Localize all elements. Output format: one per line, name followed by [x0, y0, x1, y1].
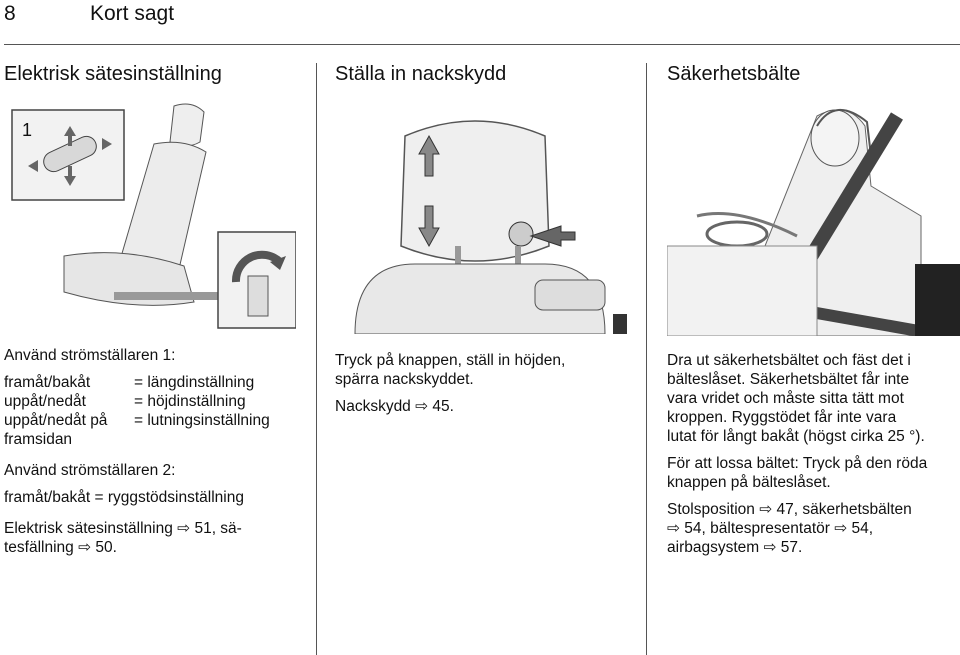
belt-p3-l3: airbagsystem ⇨ 57. [667, 539, 803, 556]
page-number: 8 [4, 2, 16, 25]
headrest-line-2: spärra nackskyddet. [335, 371, 474, 388]
seat-ref-line-2: tesfällning ⇨ 50. [4, 539, 117, 556]
headrest-text [335, 351, 635, 416]
header-rule [4, 44, 960, 45]
belt-p1-l4: kroppen. Ryggstödet får inte vara [667, 409, 897, 426]
switch-1-table [4, 373, 304, 449]
switch-2-line: framåt/bakåt = ryggstödsinställning [4, 489, 244, 506]
seatbelt-text [667, 351, 960, 557]
section-title-seatbelt: Säkerhetsbälte [667, 63, 801, 85]
term-row-3-cont: framsidan [4, 431, 73, 448]
intro-switch-2: Använd strömställaren 2: [4, 462, 176, 479]
column-divider-1 [316, 63, 317, 655]
headrest-illustration [335, 96, 627, 334]
seatbelt-illustration [667, 96, 960, 336]
belt-p2-l2: knappen på bälteslåset. [667, 474, 831, 491]
chapter-title: Kort sagt [90, 2, 175, 25]
headrest-line-1: Tryck på knappen, ställ in höjden, [335, 352, 566, 369]
term-row-2: uppåt/nedåt [4, 393, 86, 410]
column-divider-2 [646, 63, 647, 655]
seat-ref-line-1: Elektrisk sätesinställning ⇨ 51, sä- [4, 520, 242, 537]
belt-p1-l2: bälteslåset. Säkerhetsbältet får inte [667, 371, 910, 388]
belt-p1-l5: lutat för långt bakåt (högst cirka 25 °). [667, 428, 925, 445]
headrest-ref: Nackskydd ⇨ 45. [335, 398, 454, 415]
seat-illustration [4, 96, 296, 332]
belt-p1-l3: vara vridet och måste sitta tätt mot [667, 390, 904, 407]
intro-switch-1: Använd strömställaren 1: [4, 347, 176, 364]
def-row-1: = längdinställning [134, 374, 255, 391]
def-row-2: = höjdinställning [134, 393, 246, 410]
belt-p1-l1: Dra ut säkerhetsbältet och fäst det i [667, 352, 911, 369]
term-row-1: framåt/bakåt [4, 374, 91, 391]
seat-text [4, 346, 304, 557]
belt-p2-l1: För att lossa bältet: Tryck på den röda [667, 455, 928, 472]
belt-p3-l1: Stolsposition ⇨ 47, säkerhetsbälten [667, 501, 912, 518]
belt-p3-l2: ⇨ 54, bältespresentatör ⇨ 54, [667, 520, 874, 537]
callout-1: 1 [22, 120, 33, 140]
section-title-headrest: Ställa in nackskydd [335, 63, 507, 85]
def-row-3: = lutningsinställning [134, 412, 270, 429]
section-title-seat: Elektrisk sätesinställning [4, 63, 222, 85]
term-row-3: uppåt/nedåt på [4, 412, 108, 429]
